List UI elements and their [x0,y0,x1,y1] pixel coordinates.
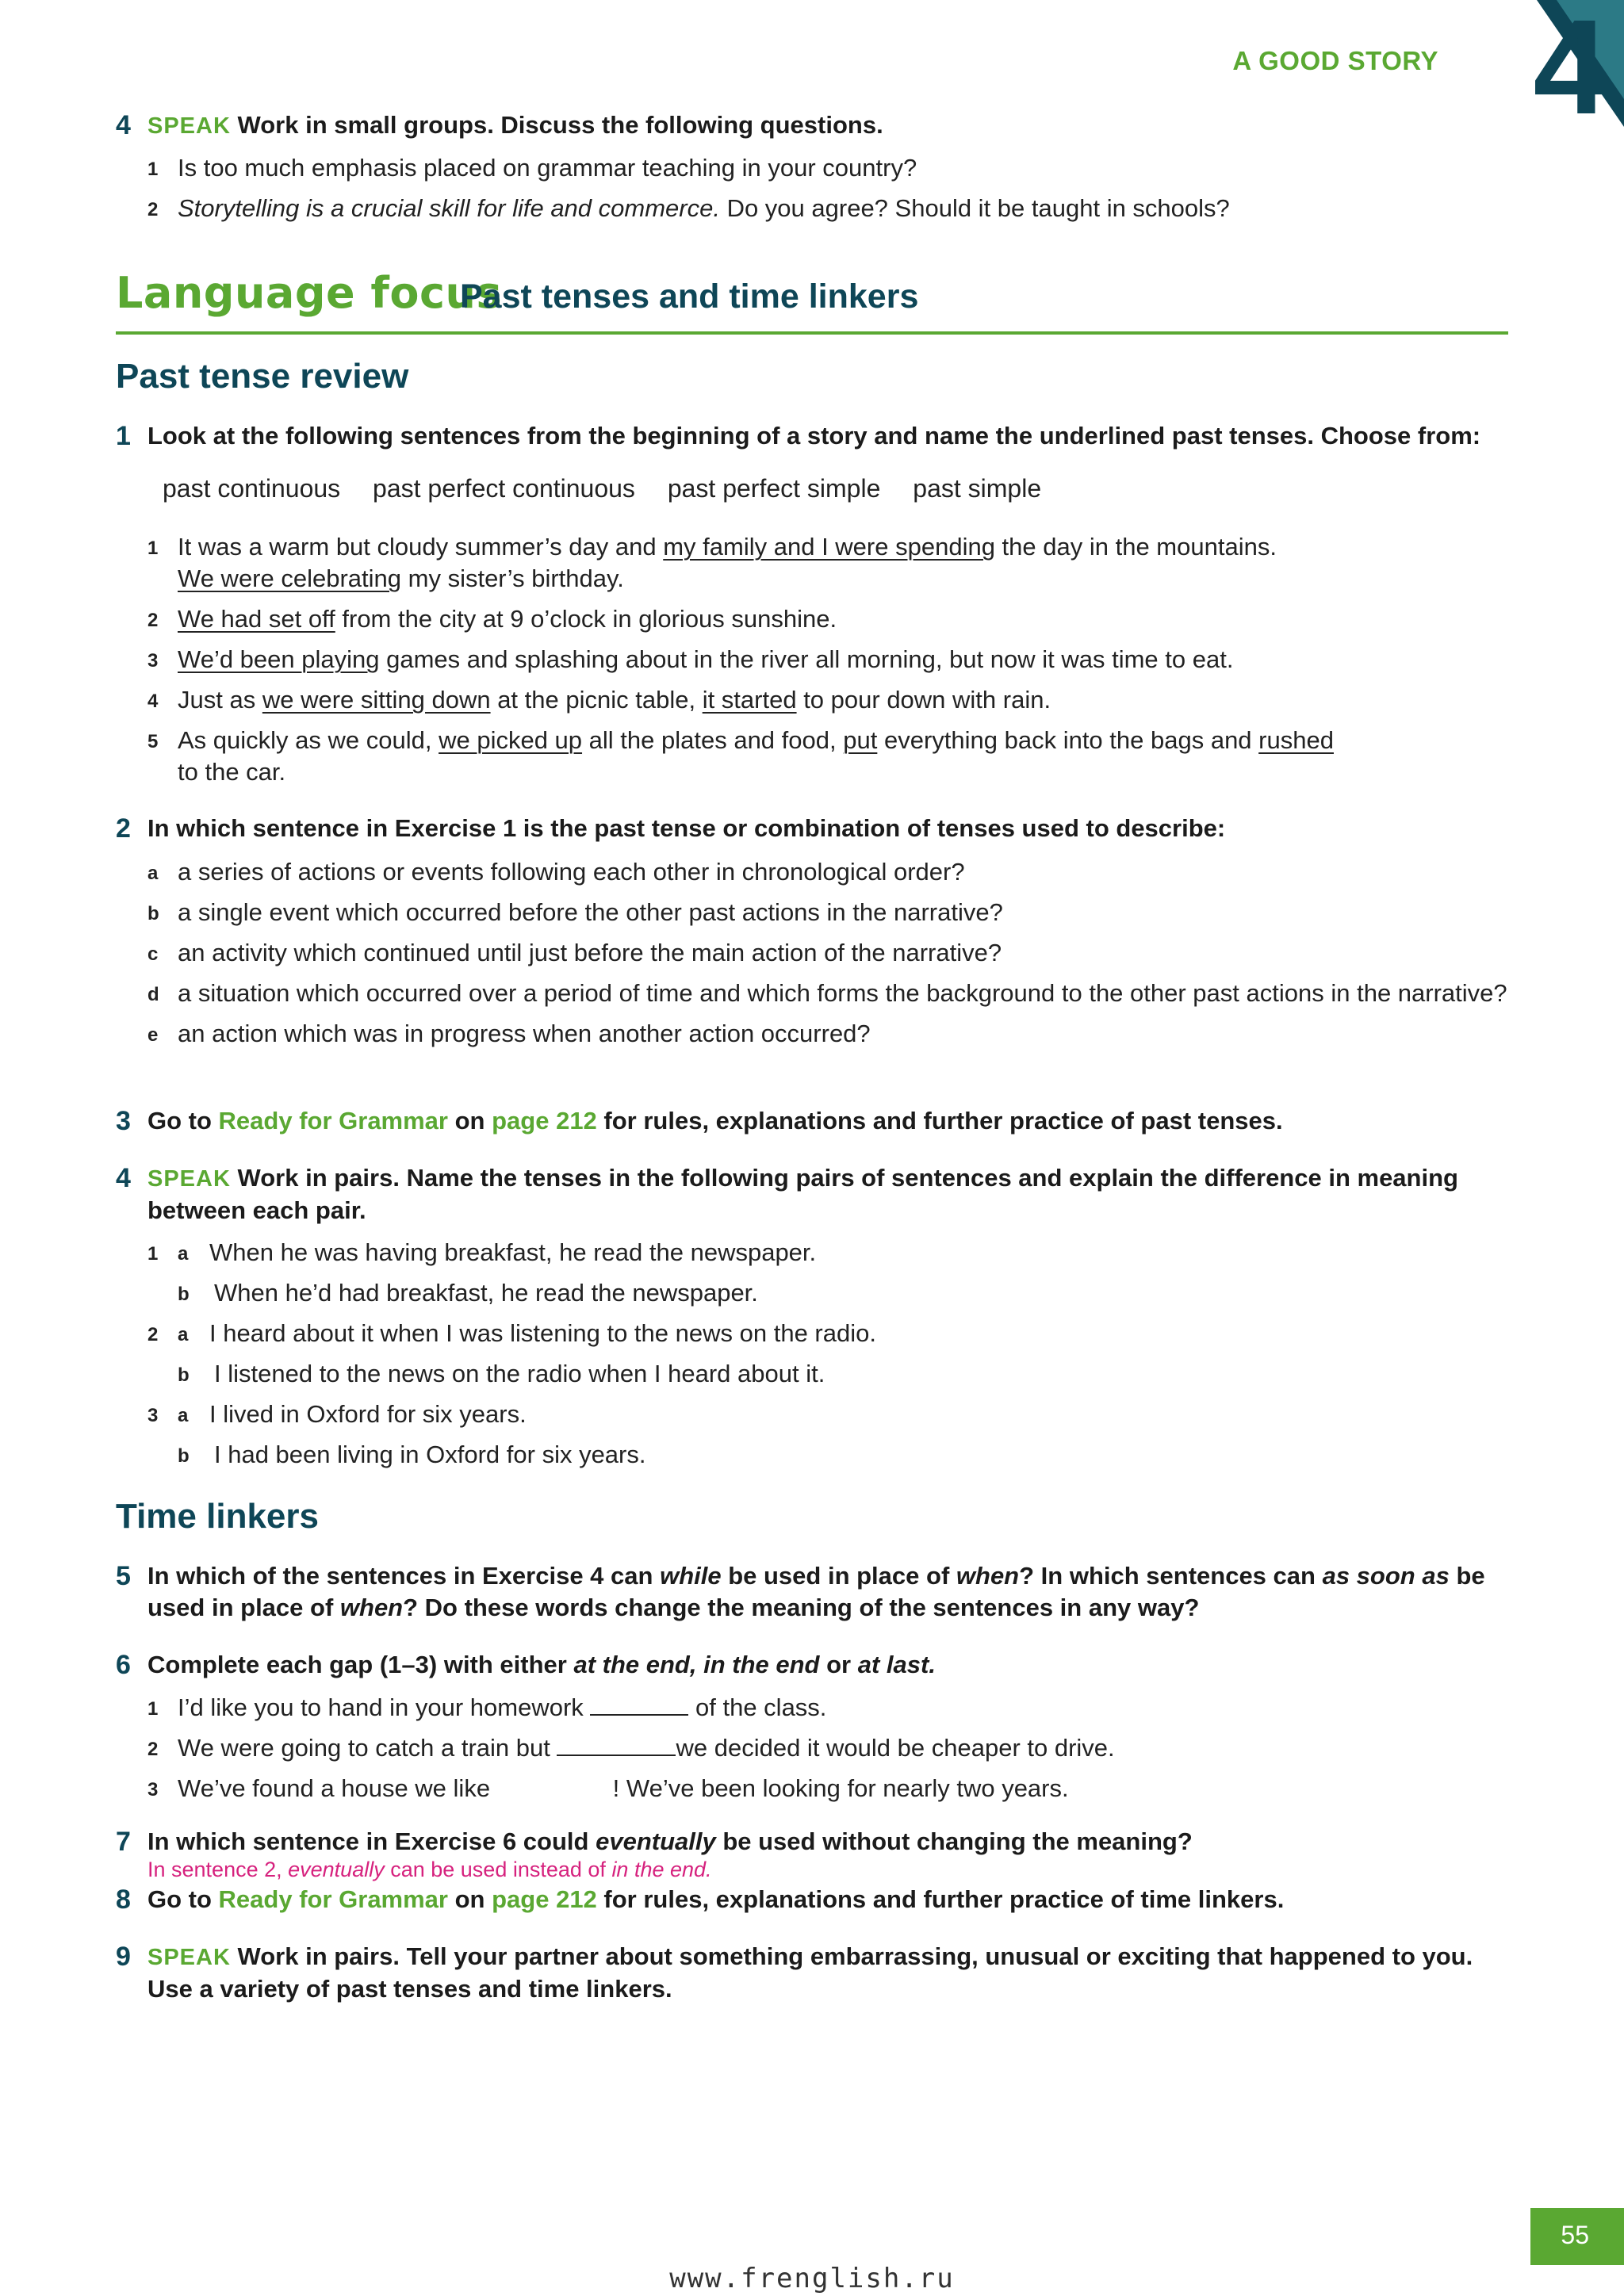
exercise-2-items [116,856,1511,1058]
exercise-3: 3 Go to Ready for Grammar on page 212 for rules, explanations and further practice of past tenses. [116,1106,1283,1136]
list-item: a a series of actions or events following each other in chronological order? [147,858,965,886]
list-item: 1 It was a warm but cloudy summer’s day and my family and I were spending the day in the mountains. We were celebrating my sister’s birthday. [147,533,1277,592]
choice-past-perfect-simple: past perfect simple [667,474,881,503]
list-item: 4 Just as we were sitting down at the picnic table, it started to pour down with rain. [147,686,1051,714]
language-focus-subtitle: Past tenses and time linkers [460,277,919,316]
speak-tag: SPEAK [147,1166,231,1192]
gap-blank[interactable] [557,1734,676,1756]
exercise-6: 6 Complete each gap (1–3) with either at the end, in the end or at last. [116,1650,936,1680]
chapter-title: A GOOD STORY [1232,46,1438,75]
page-number: 55 [1561,2221,1589,2249]
ready-for-grammar-link[interactable]: Ready for Grammar [218,1885,448,1913]
exercise-1: 1 Look at the following sentences from the beginning of a story and name the underlined past tenses. Choose from: [116,421,1481,451]
list-item: 3 We’d been playing games and splashing about in the river all morning, but now it was time to eat. [147,645,1234,673]
footer-url[interactable]: www.frenglish.ru [669,2263,955,2294]
pair-item: 3 a I lived in Oxford for six years. [147,1400,527,1428]
page-212-link[interactable]: page 212 [492,1107,597,1135]
section-title-time-linkers: Time linkers [116,1497,319,1536]
exercise-7: 7 In which sentence in Exercise 6 could eventually be used without changing the meaning? [116,1827,1193,1857]
exercise-1-sentences [116,531,1511,797]
page-212-link[interactable]: page 212 [492,1885,597,1913]
exercise-4: 4 SPEAK Work in pairs. Name the tenses in the following pairs of sentences and explain the difference in meaning between each pair. [116,1163,1458,1224]
choice-past-perfect-continuous: past perfect continuous [373,474,635,503]
question-text: Work in small groups. Discuss the following questions. [237,111,883,139]
pair-item: b When he’d had breakfast, he read the newspaper. [178,1279,758,1307]
exercise-6-items [116,1692,1511,1813]
exercise-4-pairs [116,1237,1511,1479]
ready-for-grammar-link[interactable]: Ready for Grammar [218,1107,448,1135]
list-item: 1 Is too much emphasis placed on grammar teaching in your country? [147,154,917,182]
chapter-number: 4 [1533,0,1608,143]
pair-item: 2 a I heard about it when I was listening to the news on the radio. [147,1319,876,1347]
section-title-past-tense-review: Past tense review [116,357,409,396]
gap-fill-item: 2 We were going to catch a train but we decided it would be cheaper to drive. [147,1734,1115,1762]
language-focus-title: Language focus [116,268,503,318]
exercise-9: 9 SPEAK Work in pairs. Tell your partner about something embarrassing, unusual or exciting that happened to you. Use a variety of past tenses and time linkers. [116,1942,1473,2003]
gap-fill-item: 3 We’ve found a house we like ! We’ve been looking for nearly two years. [147,1774,1069,1802]
gap-blank[interactable] [590,1693,688,1716]
choice-past-continuous: past continuous [163,474,341,503]
speak-tag: SPEAK [147,113,231,139]
list-item: 2 We had set off from the city at 9 o’clock in glorious sunshine. [147,605,837,633]
question-number: 4 [116,110,131,140]
pair-item: b I had been living in Oxford for six years. [178,1441,646,1468]
exercise-8: 8 Go to Ready for Grammar on page 212 for rules, explanations and further practice of time linkers. [116,1885,1285,1915]
exercise-2: 2 In which sentence in Exercise 1 is the past tense or combination of tenses used to describe: [116,813,1226,844]
intro-question-4-items [116,152,1511,233]
list-item: d a situation which occurred over a period of time and which forms the background to the other past actions in the narrative? [147,979,1507,1007]
list-item: 5 As quickly as we could, we picked up all the plates and food, put everything back into the bags and rushed to the car. [147,726,1334,786]
list-item: e an action which was in progress when another action occurred? [147,1020,871,1047]
tense-choices [163,474,1067,503]
exercise-5: 5 In which of the sentences in Exercise 4 can while be used in place of when? In which sentences can as soon as be used in place of when? Do these words change the meaning of the sentences in any way? [116,1561,1485,1621]
gap-fill-item: 1 I’d like you to hand in your homework of the class. [147,1693,827,1721]
pair-item: 1 a When he was having breakfast, he read the newspaper. [147,1238,817,1266]
language-focus-header [116,268,1508,335]
speak-tag: SPEAK [147,1945,231,1970]
list-item: 2 Storytelling is a crucial skill for life and commerce. Do you agree? Should it be taught in schools? [147,194,1230,222]
exercise-7-answer: In sentence 2, eventually can be used instead of in the end. [147,1858,712,1881]
list-item: c an activity which continued until just before the main action of the narrative? [147,939,1002,966]
list-item: b a single event which occurred before the other past actions in the narrative? [147,898,1003,926]
choice-past-simple: past simple [913,474,1042,503]
pair-item: b I listened to the news on the radio when I heard about it. [178,1360,825,1387]
intro-question-4 [116,109,1511,142]
